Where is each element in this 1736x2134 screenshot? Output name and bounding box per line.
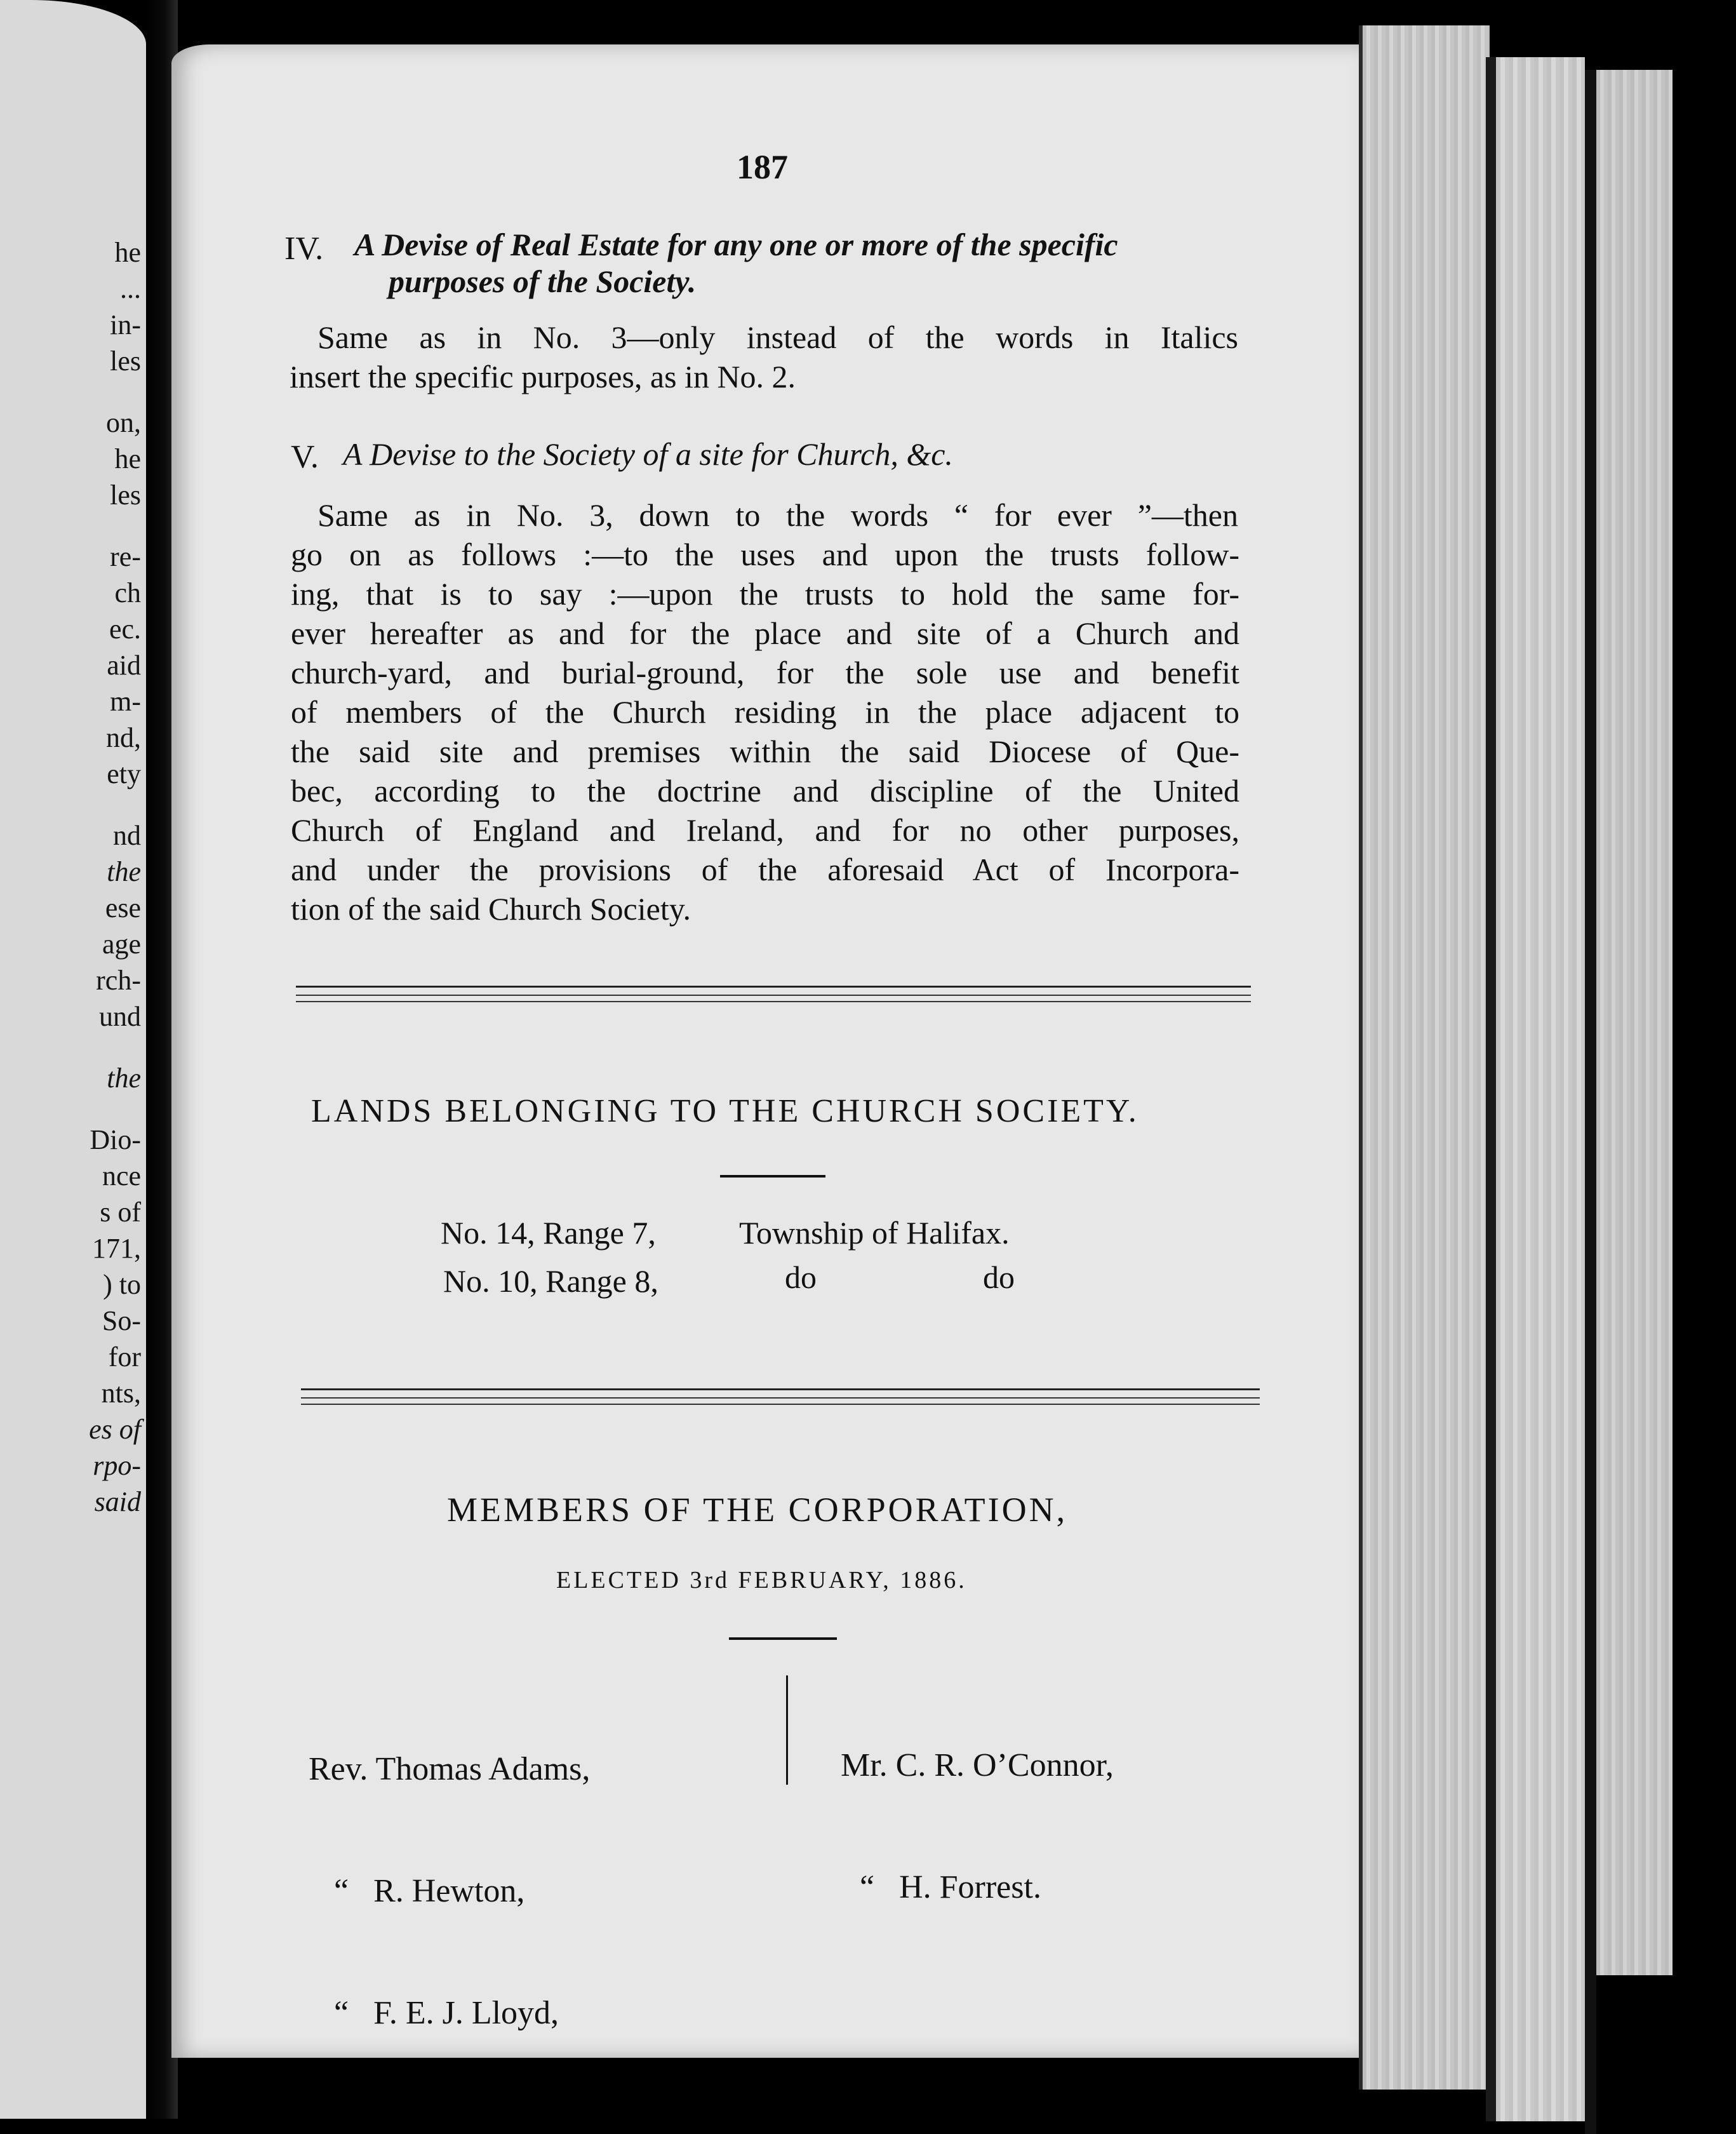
short-rule	[729, 1637, 837, 1640]
page-edge	[1359, 25, 1490, 2090]
body-line: ing, that is to say :—upon the trusts to hold the same for-	[291, 576, 1239, 612]
body-line: Same as in No. 3—only instead of the words in Italics	[317, 319, 1238, 355]
section-v-numeral: V.	[291, 439, 319, 475]
member-name: Mr. C. R. O’Connor,	[841, 1747, 1114, 1783]
section-iv-body	[317, 318, 1238, 357]
member-name: “ H. Forrest.	[860, 1869, 1041, 1905]
double-rule	[296, 986, 1251, 988]
facing-page-fragment: age	[102, 929, 141, 960]
facing-page-fragment: nce	[102, 1160, 141, 1191]
facing-page-fragment: rch-	[96, 965, 141, 996]
double-rule	[296, 1001, 1251, 1002]
page-number: 187	[737, 148, 788, 186]
lands-lot: No. 10, Range 8,	[443, 1263, 658, 1299]
section-v-body	[291, 889, 862, 929]
member-name: “ R. Hewton,	[334, 1873, 525, 1909]
section-v-body	[291, 535, 1239, 889]
lands-ditto: do	[785, 1259, 817, 1295]
facing-page-fragment: m-	[110, 686, 141, 717]
facing-page-fragment: ) to	[103, 1269, 141, 1300]
facing-page-fragment: So-	[102, 1305, 141, 1336]
facing-page-fragment: nts,	[101, 1378, 141, 1409]
lands-place: Township of Halifax.	[739, 1215, 1010, 1251]
page-edge-shadow	[1486, 57, 1496, 2121]
body-line: church-yard, and burial-ground, for the sole use and benefit	[291, 655, 1239, 690]
member-name: Rev. Thomas Adams,	[309, 1751, 591, 1787]
members-title: MEMBERS OF THE CORPORATION,	[447, 1491, 1068, 1529]
facing-page-fragment: les	[110, 346, 141, 377]
facing-page-fragment: ese	[105, 892, 141, 923]
double-rule	[296, 995, 1251, 996]
member-name: “ F. E. J. Lloyd,	[334, 1995, 559, 2031]
body-line: Church of England and Ireland, and for no other purposes,	[291, 812, 1239, 848]
members-subtitle: ELECTED 3rd FEBRUARY, 1886.	[556, 1567, 967, 1594]
facing-page-fragment: the	[107, 856, 141, 887]
facing-page-fragment: re-	[110, 541, 141, 572]
facing-page-fragment: Dio-	[90, 1124, 141, 1155]
lands-ditto: do	[983, 1259, 1015, 1295]
section-v-heading: A Devise to the Society of a site for Church, &c.	[343, 436, 953, 472]
page-edge-shadow	[1585, 70, 1596, 2134]
facing-page-fragment: in-	[110, 309, 141, 340]
facing-page-fragment: rpo-	[93, 1450, 141, 1481]
facing-page-fragment: he	[114, 237, 141, 268]
facing-page-fragment: les	[110, 480, 141, 511]
page-edge	[1596, 70, 1673, 1975]
section-iv-body	[290, 357, 925, 396]
lands-title: LANDS BELONGING TO THE CHURCH SOCIETY.	[311, 1093, 1139, 1129]
members-left-column	[309, 1668, 590, 2074]
facing-page-fragment: 171,	[92, 1233, 141, 1264]
facing-page-fragment: on,	[106, 407, 141, 438]
facing-page-fragment: nd	[113, 820, 141, 851]
double-rule	[301, 1397, 1260, 1399]
column-divider	[786, 1675, 788, 1785]
section-iv-heading-cont: purposes of the Society.	[389, 264, 697, 299]
double-rule	[301, 1388, 1260, 1390]
facing-page-fragment: the	[107, 1063, 141, 1094]
facing-page-fragment: es of	[89, 1414, 141, 1445]
body-line: insert the specific purposes, as in No. 2.	[290, 359, 796, 394]
facing-page-fragment: ch	[114, 577, 141, 608]
page-edge	[1496, 57, 1585, 2121]
facing-page-fragment: s of	[100, 1197, 141, 1228]
short-rule	[720, 1175, 825, 1178]
facing-page	[0, 0, 146, 2119]
facing-page-fragment: ec.	[109, 614, 141, 645]
section-iv-numeral: IV.	[284, 231, 324, 267]
body-line: bec, according to the doctrine and discipline of the United	[291, 773, 1239, 809]
body-line: and under the provisions of the aforesaid Act of Incorpora-	[291, 852, 1239, 887]
section-iv-heading: A Devise of Real Estate for any one or more of the specific	[354, 227, 1118, 262]
facing-page-fragment: said	[94, 1486, 141, 1517]
double-rule	[301, 1404, 1260, 1405]
facing-page-fragment: ety	[107, 758, 141, 789]
members-right-column	[841, 1664, 1114, 1949]
body-line: the said site and premises within the said Diocese of Que-	[291, 734, 1239, 769]
facing-page-fragment: he	[114, 443, 141, 474]
body-line: Same as in No. 3, down to the words “ for ever ”—then	[317, 497, 1238, 533]
body-line: of members of the Church residing in the place adjacent to	[291, 694, 1239, 730]
body-line: go on as follows :—to the uses and upon the trusts follow-	[291, 537, 1239, 572]
facing-page-fragment: nd,	[106, 722, 141, 753]
body-line: tion of the said Church Society.	[291, 891, 691, 927]
facing-page-fragment: und	[99, 1001, 141, 1032]
facing-page-fragment: for	[108, 1341, 141, 1372]
body-line: ever hereafter as and for the place and site of a Church and	[291, 615, 1239, 651]
facing-page-fragment: aid	[107, 650, 141, 681]
lands-lot: No. 14, Range 7,	[441, 1215, 656, 1251]
facing-page-fragment: ...	[120, 273, 141, 304]
section-v-body	[317, 495, 1238, 535]
